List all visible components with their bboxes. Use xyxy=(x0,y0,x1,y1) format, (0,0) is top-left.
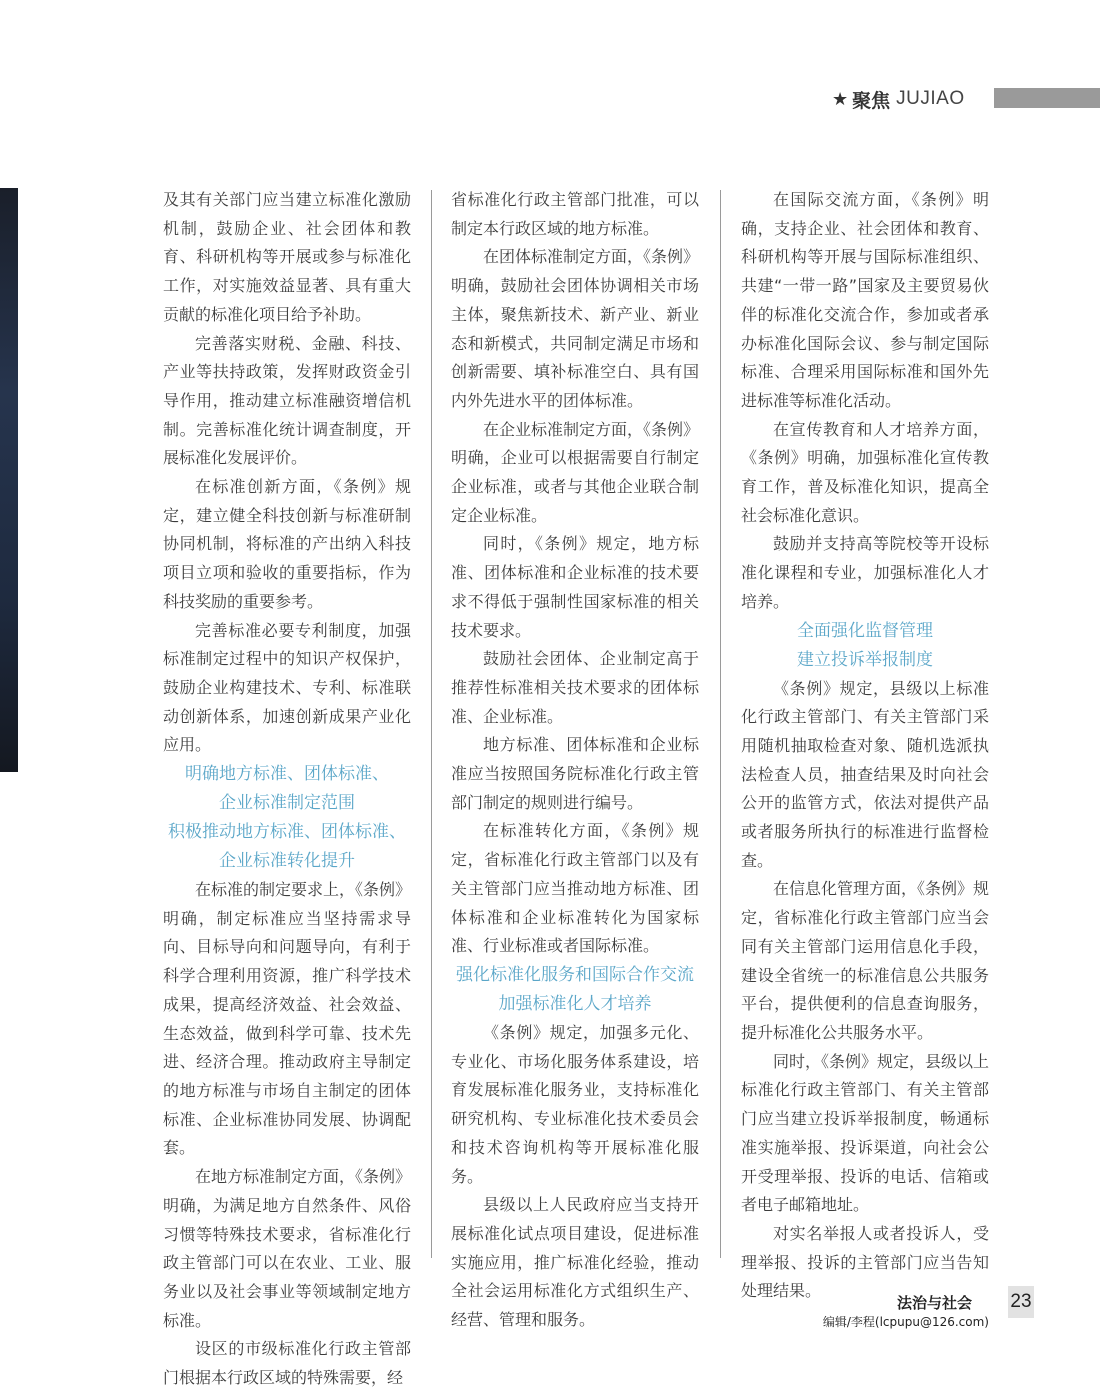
paragraph: 在标准转化方面，《条例》规定，省标准化行政主管部门以及有关主管部门应当推动地方标准、团体标准和企业标准转化为国家标准、行业标准或者国际标准。 xyxy=(451,821,699,956)
section-heading: 建立投诉举报制度 xyxy=(797,649,933,670)
paragraph: 在标准创新方面，《条例》规定，建立健全科技创新与标准研制协同机制，将标准的产出纳入科技项目立项和验收的重要指标，作为科技奖励的重要参考。 xyxy=(163,477,411,611)
page-number: 23 xyxy=(1008,1286,1034,1318)
paragraph: 完善标准必要专利制度，加强标准制定过程中的知识产权保护，鼓励企业构建技术、专利、标准联动创新体系，加速创新成果产业化应用。 xyxy=(163,620,411,755)
paragraph: 地方标准、团体标准和企业标准应当按照国务院标准化行政主管部门制定的规则进行编号。 xyxy=(451,735,699,812)
header-bar xyxy=(994,88,1100,108)
paragraph: 在国际交流方面，《条例》明确，支持企业、社会团体和教育、科研机构等开展与国际标准组织、共建“一带一路”国家及主要贸易伙伴的标准化交流合作，参加或者承办标准化国际会议、参与制定国际标准、合理采用国际标准和国外先进标准等标准化活动。 xyxy=(741,190,989,410)
paragraph: 同时，《条例》规定，地方标准、团体标准和企业标准的技术要求不得低于强制性国家标准的相关技术要求。 xyxy=(451,534,699,640)
section-heading: 强化标准化服务和国际合作交流 xyxy=(456,964,694,985)
paragraph: 鼓励并支持高等院校等开设标准化课程和专业，加强标准化人才培养。 xyxy=(741,534,989,611)
section-title-zh: 聚焦 xyxy=(852,89,891,112)
magazine-name: 法治与社会 xyxy=(897,1294,973,1312)
paragraph: 在企业标准制定方面，《条例》明确，企业可以根据需要自行制定企业标准，或者与其他企业联合制定企业标准。 xyxy=(451,419,700,525)
section-heading: 明确地方标准、团体标准、 xyxy=(185,764,389,785)
section-heading: 积极推动地方标准、团体标准、 xyxy=(168,822,406,843)
paragraph: 在信息化管理方面，《条例》规定，省标准化行政主管部门应当会同有关主管部门运用信息化手段，建设全省统一的标准信息公共服务平台，提供便利的信息查询服务，提升标准化公共服务水平。 xyxy=(741,879,990,1042)
article-column-3 xyxy=(741,186,989,1332)
paragraph: 在地方标准制定方面，《条例》明确，为满足地方自然条件、风俗习惯等特殊技术要求，省标准化行政主管部门可以在农业、工业、服务业以及社会事业等领域制定地方标准。 xyxy=(163,1167,412,1330)
paragraph: 在团体标准制定方面，《条例》明确，鼓励社会团体协调相关市场主体，聚焦新技术、新产业、新业态和新模式，共同制定满足市场和创新需要、填补标准空白、具有国内外先进水平的团体标准。 xyxy=(451,247,700,410)
side-image-strip xyxy=(0,188,18,772)
section-heading: 企业标准转化提升 xyxy=(219,851,355,872)
section-title-en: JUJIAO xyxy=(896,88,965,109)
paragraph: 《条例》规定，县级以上标准化行政主管部门、有关主管部门采用随机抽取检查对象、随机选派执法检查人员，抽查结果及时向社会公开的监管方式，依法对提供产品或者服务所执行的标准进行监督检查。 xyxy=(741,678,989,870)
paragraph: 县级以上人民政府应当支持开展标准化试点项目建设，促进标准实施应用，推广标准化经验，推动全社会运用标准化方式组织生产、经营、管理和服务。 xyxy=(451,1195,699,1330)
star-icon: ★ xyxy=(832,88,849,110)
section-heading: 全面强化监督管理 xyxy=(797,620,933,641)
editor-credit: 编辑/李程(lcpupu@126.com) xyxy=(822,1315,989,1330)
paragraph: 及其有关部门应当建立标准化激励机制，鼓励企业、社会团体和教育、科研机构等开展或参与标准化工作，对实施效益显著、具有重大贡献的标准化项目给予补助。 xyxy=(163,190,411,324)
article-column-2 xyxy=(451,186,699,1335)
paragraph: 在宣传教育和人才培养方面，《条例》明确，加强标准化宣传教育工作，普及标准化知识，提高全社会标准化意识。 xyxy=(741,419,989,525)
section-heading: 企业标准制定范围 xyxy=(219,793,355,814)
section-tag xyxy=(832,86,965,112)
section-heading: 加强标准化人才培养 xyxy=(498,993,652,1014)
paragraph: 同时，《条例》规定，县级以上标准化行政主管部门、有关主管部门应当建立投诉举报制度，畅通标准实施举报、投诉渠道，向社会公开受理举报、投诉的电话、信箱或者电子邮箱地址。 xyxy=(741,1051,990,1215)
paragraph: 对实名举报人或者投诉人，受理举报、投诉的主管部门应当告知处理结果。 xyxy=(741,1223,989,1301)
paragraph: 设区的市级标准化行政主管部门根据本行政区域的特殊需要，经 xyxy=(163,1339,411,1388)
paragraph: 《条例》规定，加强多元化、专业化、市场化服务体系建设，培育发展标准化服务业，支持标准化研究机构、专业标准化技术委员会和技术咨询机构等开展标准化服务。 xyxy=(451,1022,699,1186)
paragraph: 完善落实财税、金融、科技、产业等扶持政策，发挥财政资金引导作用，推动建立标准融资增信机制。完善标准化统计调查制度，开展标准化发展评价。 xyxy=(163,333,411,468)
column-divider xyxy=(431,190,432,1258)
paragraph: 省标准化行政主管部门批准，可以制定本行政区域的地方标准。 xyxy=(451,190,699,238)
article-column-1 xyxy=(163,186,411,1393)
paragraph: 鼓励社会团体、企业制定高于推荐性标准相关技术要求的团体标准、企业标准。 xyxy=(451,649,699,726)
column-divider xyxy=(720,190,721,1258)
paragraph: 在标准的制定要求上，《条例》明确，制定标准应当坚持需求导向、目标导向和问题导向，有利于科学合理利用资源，推广科学技术成果，提高经济效益、社会效益、生态效益，做到科学可靠、技术先进、经济合理。推动政府主导制定的地方标准与市场自主制定的团体标准、企业标准协同发展、协调配套。 xyxy=(163,880,412,1158)
